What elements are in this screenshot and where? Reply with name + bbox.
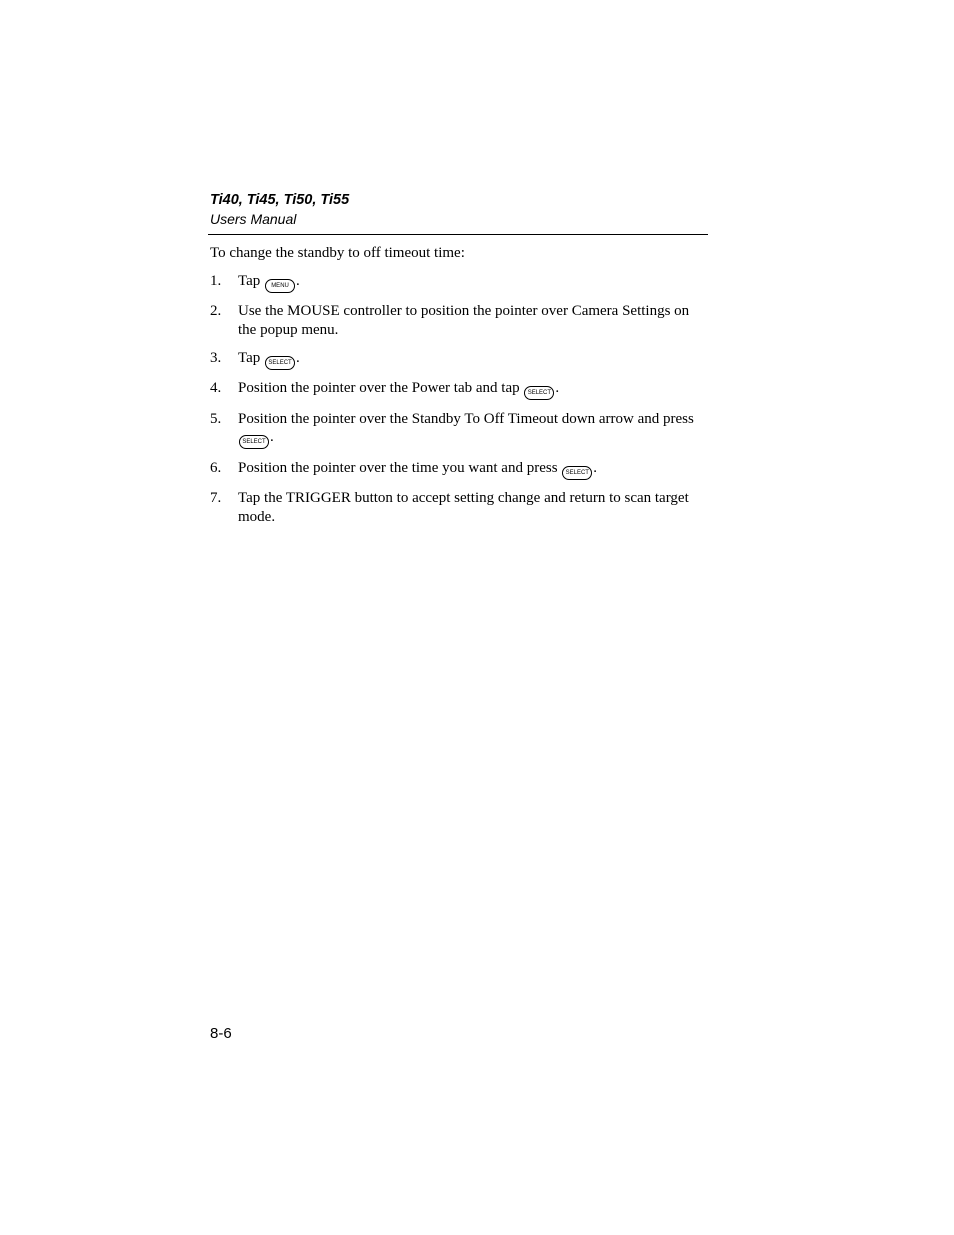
- step-punct: .: [555, 380, 560, 396]
- step-2: [210, 302, 700, 339]
- step-5: [210, 410, 700, 450]
- step-text: Position the pointer over the Standby To Off Timeout down arrow and press: [238, 410, 694, 427]
- select-button-icon: SELECT: [562, 466, 592, 480]
- step-7: [210, 489, 700, 526]
- procedure-section: [210, 244, 700, 536]
- step-text: Tap the TRIGGER button to accept setting change and return to scan target mode.: [238, 490, 689, 525]
- step-number: 6.: [210, 459, 222, 476]
- step-punct: .: [296, 349, 300, 366]
- step-text: Position the pointer over the time you want and press: [238, 459, 558, 476]
- step-number: 4.: [210, 380, 222, 396]
- step-6: [210, 459, 700, 480]
- header-rule: [208, 234, 708, 235]
- menu-button-icon: MENU: [265, 279, 295, 293]
- step-number: 7.: [210, 490, 222, 506]
- page-header: [210, 190, 708, 228]
- manual-subtitle: Users Manual: [210, 211, 297, 227]
- step-3: [210, 349, 700, 370]
- step-text: Tap: [238, 272, 261, 289]
- select-button-icon: SELECT: [524, 386, 554, 400]
- step-number: 1.: [210, 272, 222, 289]
- step-1: [210, 272, 700, 293]
- select-button-icon: SELECT: [239, 435, 269, 449]
- steps-list: [210, 272, 700, 527]
- step-number: 5.: [210, 410, 222, 427]
- select-button-icon: SELECT: [265, 356, 295, 370]
- step-punct: .: [593, 459, 598, 476]
- intro-text: To change the standby to off timeout time:: [210, 245, 465, 261]
- step-text: Position the pointer over the Power tab and tap: [238, 380, 520, 396]
- step-4: [210, 379, 700, 400]
- product-model-title: Ti40, Ti45, Ti50, Ti55: [210, 192, 350, 208]
- step-punct: .: [270, 429, 274, 445]
- page-number: 8-6: [210, 1025, 232, 1042]
- step-text: Use the MOUSE controller to position the pointer over Camera Settings on the popup menu.: [238, 303, 690, 338]
- step-text: Tap: [238, 349, 261, 366]
- step-number: 2.: [210, 303, 222, 319]
- step-number: 3.: [210, 349, 222, 366]
- step-punct: .: [296, 272, 300, 289]
